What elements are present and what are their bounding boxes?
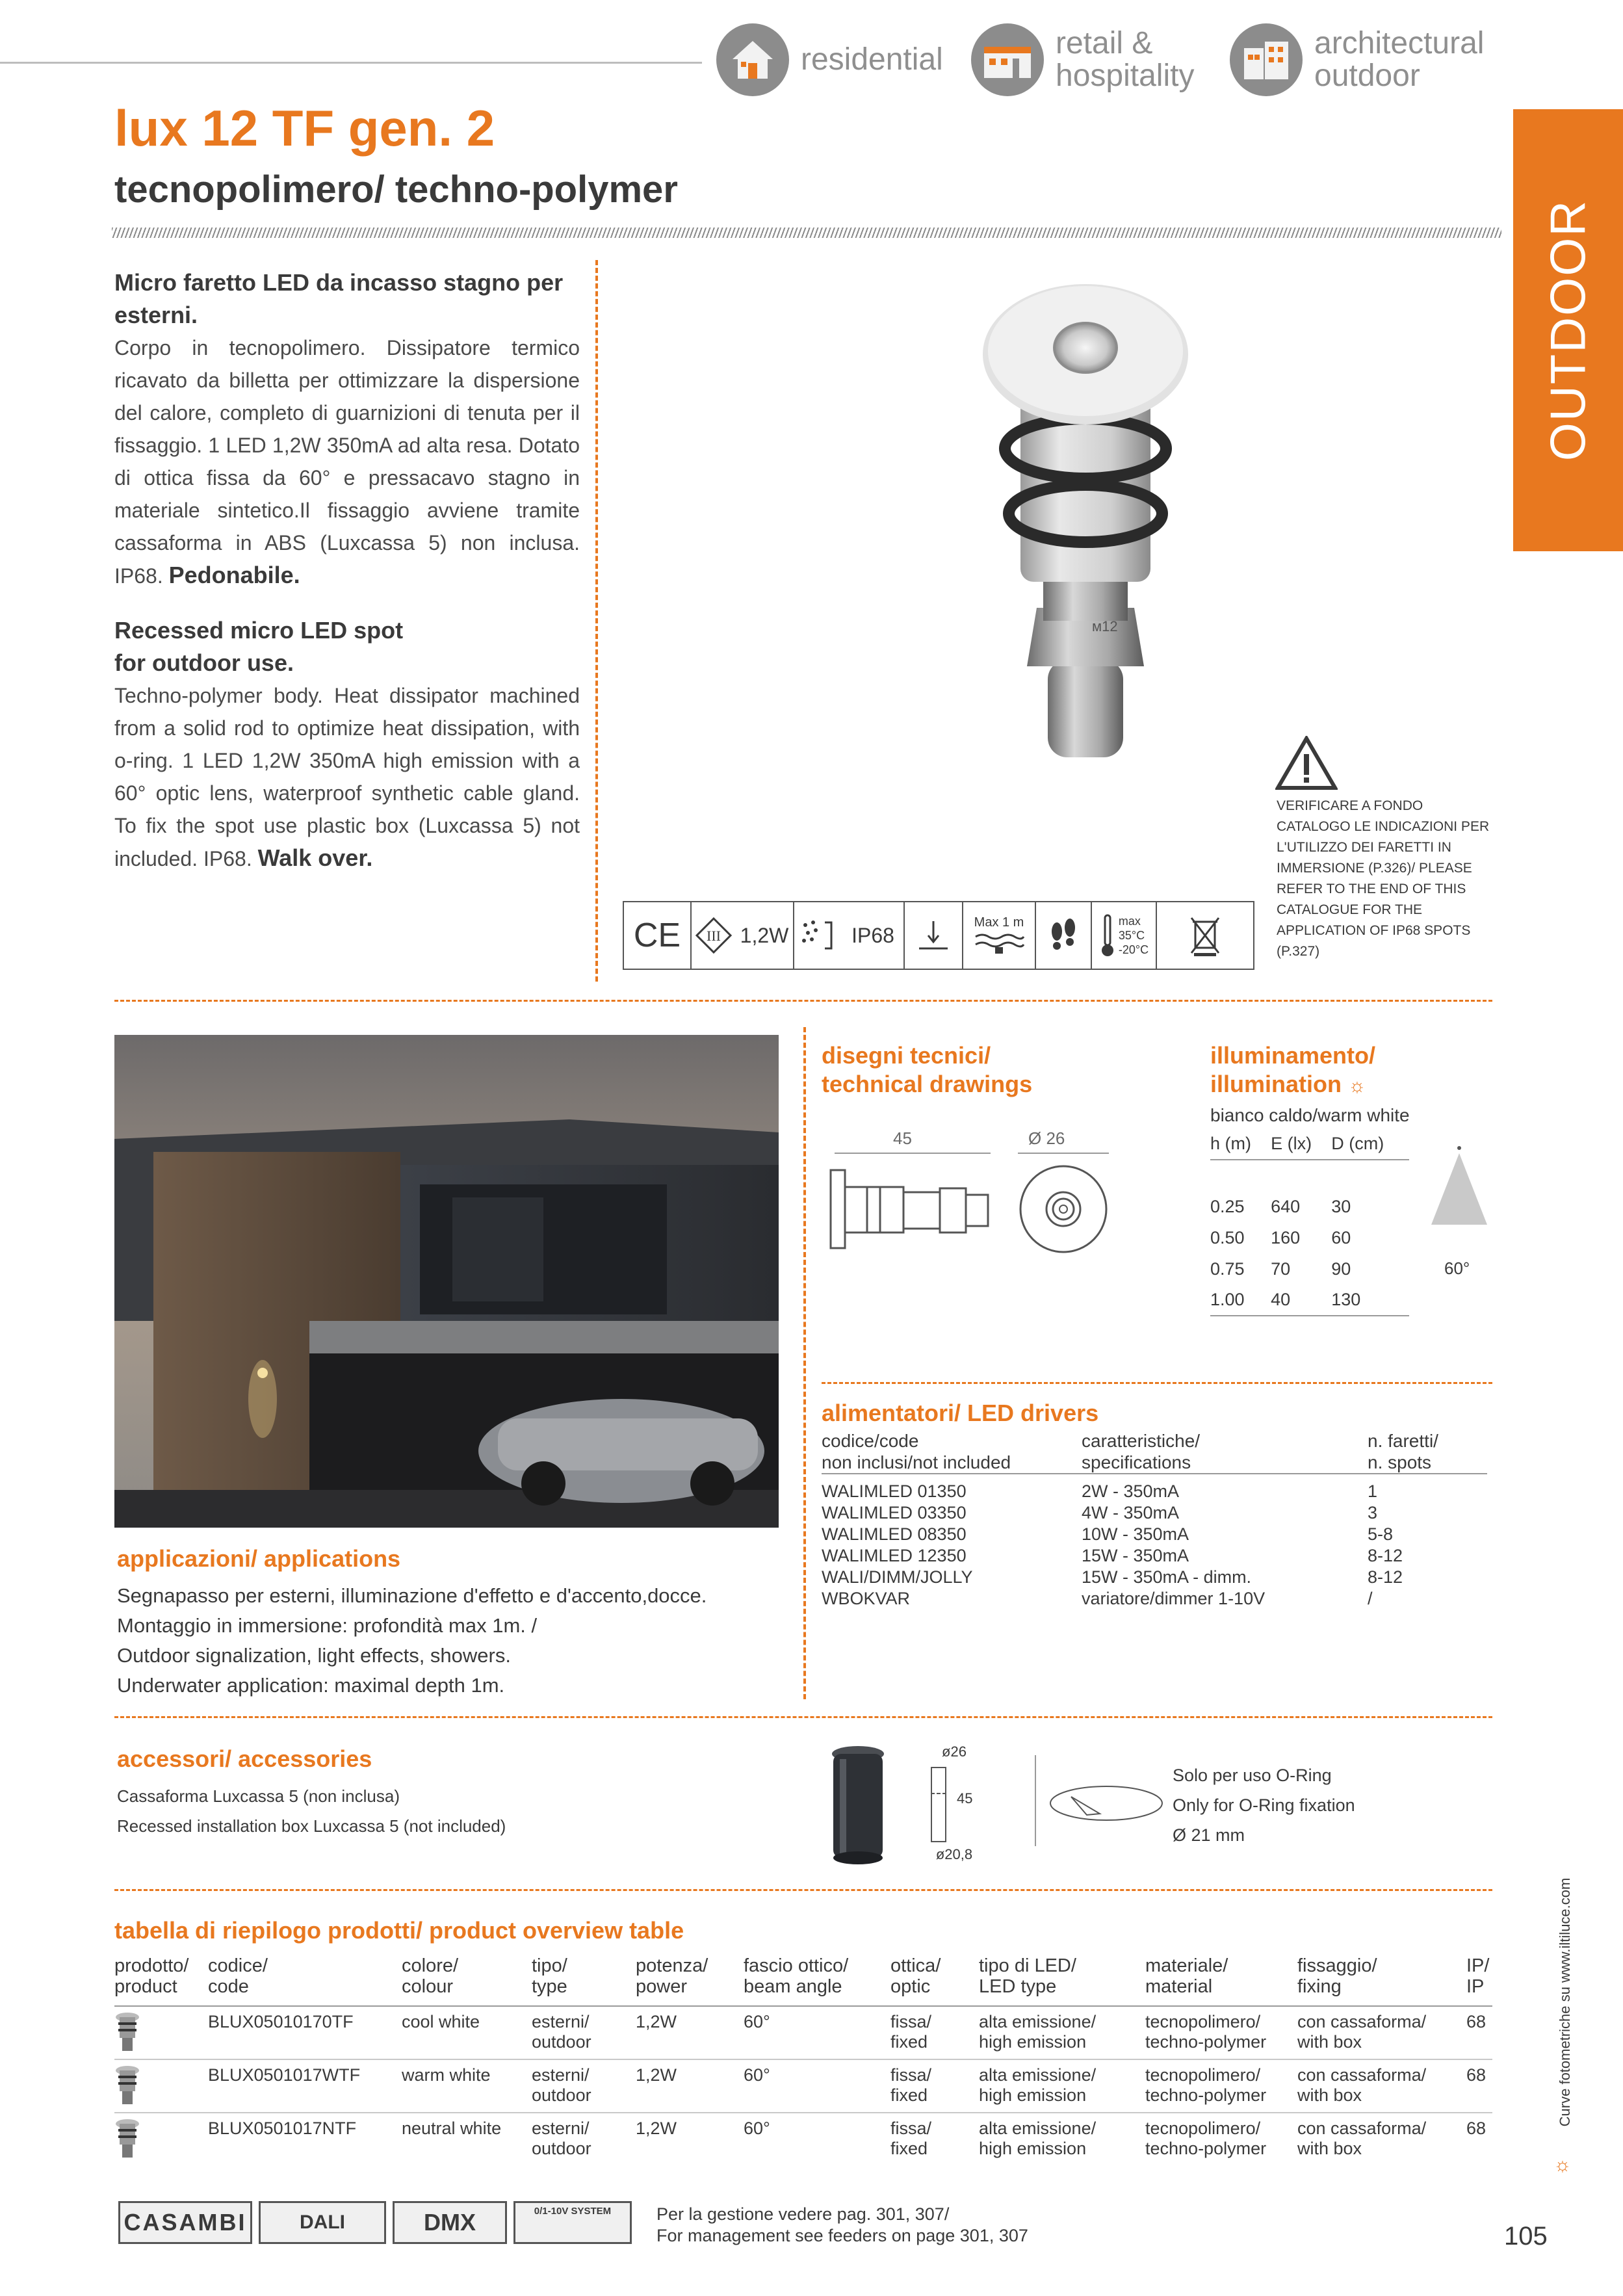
temperature-icon: max 35°C -20°C <box>1092 902 1157 969</box>
product-image <box>897 270 1261 777</box>
immersion-warning: VERIFICARE A FONDO CATALOGO LE INDICAZIONI PER L'UTILIZZO DEI FARETTI IN IMMERSIONE (P.326)/ PLEASE REFER TO THE END OF THIS CATALOGUE FOR THE APPLICATION OF IP68 SPOTS (P.327) <box>1277 798 1490 959</box>
oring-text: Solo per uso O-Ring Only for O-Ring fixation Ø 21 mm <box>1173 1766 1355 1845</box>
desc-en-emph: Walk over. <box>257 844 373 871</box>
sun-small-icon: ☼ <box>1553 2154 1572 2176</box>
table-row: WALIMLED 03350 4W - 350mA 3 <box>822 1503 1378 1522</box>
application-photo <box>114 1035 779 1528</box>
warning-icon <box>1275 736 1338 794</box>
hatched-divider <box>112 228 1501 238</box>
product-subtitle: tecnopolimero/ techno-polymer <box>114 168 678 211</box>
category-residential: residential <box>716 23 943 96</box>
dashed-divider-drivers <box>822 1382 1492 1384</box>
oring-image <box>1048 1777 1165 1833</box>
table-row: WALI/DIMM/JOLLY 15W - 350mA - dimm. 8-12 <box>822 1567 1403 1587</box>
applications-text: Segnapasso per esterni, illuminazione d'effetto e d'accento,docce. Montaggio in immersione: profondità max 1m. / Outdoor signalization, light effects, showers. Underwater application: maximal depth 1m. <box>117 1584 707 1697</box>
desc-en-heading-1: Recessed micro LED spot <box>114 617 404 644</box>
walk-over-icon <box>1036 902 1092 969</box>
desc-it-body: Corpo in tecnopolimero. Dissipatore termico ricavato da billetta per ottimizzare la dispersione del calore, completo di guarnizioni di tenuta per il fissaggio. 1 LED 1,2W 350mA ad alta resa. Dotato di ottica fissa da 60° e pressacavo stagno in materiale sintetico.Il fissaggio avviene tramite cassaforma in ABS (Luxcassa 5) non inclusa. IP68. <box>114 336 580 588</box>
header-rule <box>0 62 702 64</box>
table-row: WALIMLED 08350 10W - 350mA 5-8 <box>822 1524 1394 1544</box>
product-title: lux 12 TF gen. 2 <box>114 99 495 157</box>
table-row: BLUX05010170TF cool white esterni/ outdoor 1,2W 60° fissa/ fixed alta emissione/ high emission tecnopolimero/ techno-polymer con cassaforma/ with box 68 <box>114 2006 1492 2059</box>
drivers-title: alimentatori/ LED drivers <box>822 1400 1099 1426</box>
svg-text:ᴍ12: ᴍ12 <box>1092 618 1118 634</box>
table-row: WBOKVAR variatore/dimmer 1-10V / <box>822 1589 1373 1608</box>
applications-title: applicazioni/ applications <box>117 1545 401 1572</box>
drivers-header: codice/code non inclusi/not included caratteristiche/ specifications n. faretti/ n. spots <box>822 1430 1487 1474</box>
shop-icon <box>971 23 1044 96</box>
product-thumbnail-icon <box>114 2119 140 2159</box>
overview-title: tabella di riepilogo prodotti/ product overview table <box>114 1917 684 1944</box>
analog-logo: 0/1-10V SYSTEM <box>513 2201 632 2244</box>
category-retail: retail & hospitality <box>971 23 1194 96</box>
dashed-divider-accessories <box>114 1716 1492 1718</box>
desc-en-body: Techno-polymer body. Heat dissipator machined from a solid rod to optimize heat dissipation, with o-ring. 1 LED 1,2W 350mA high emission with a 60° optic lens, waterproof synthetic cable gland. To fix the spot use plastic box (Luxcassa 5) not included. IP68. <box>114 684 580 870</box>
accessories-text: Cassaforma Luxcassa 5 (non inclusa) Recessed installation box Luxcassa 5 (not included) <box>117 1786 506 1836</box>
dust-icon <box>794 902 842 969</box>
beam-angle-label: 60° <box>1444 1259 1470 1278</box>
accessory-separator <box>1035 1755 1036 1846</box>
luxcassa-drawing: ø26 45 ø20,8 <box>922 1743 987 1863</box>
luxcassa-image <box>825 1743 890 1870</box>
dmx-logo: DMX <box>393 2201 507 2244</box>
building-icon <box>1230 23 1303 96</box>
table-row: WALIMLED 12350 15W - 350mA 8-12 <box>822 1546 1403 1565</box>
sun-icon: ☼ <box>1348 1075 1366 1097</box>
category-architectural: architectural outdoor <box>1230 23 1484 96</box>
svg-text:Ø 26: Ø 26 <box>1028 1128 1065 1148</box>
dashed-divider-vertical-middle <box>803 1027 806 1699</box>
table-row: WALIMLED 01350 2W - 350mA 1 <box>822 1481 1378 1501</box>
dashed-divider-vertical <box>595 260 598 982</box>
product-thumbnail-icon <box>114 2065 140 2106</box>
table-row: BLUX0501017WTF warm white esterni/ outdoor 1,2W 60° fissa/ fixed alta emissione/ high emission tecnopolimero/ techno-polymer con cassaforma/ with box 68 <box>114 2059 1492 2113</box>
photometric-note: Curve fotometriche su www.iltiluce.com <box>1557 1877 1573 2127</box>
desc-it-emph: Pedonabile. <box>168 562 300 588</box>
max-depth-icon: Max 1 m <box>963 902 1036 969</box>
management-note: Per la gestione vedere pag. 301, 307/ For management see feeders on page 301, 307 <box>656 2204 1028 2245</box>
drawings-title: disegni tecnici/ technical drawings <box>822 1042 1033 1097</box>
illumination-table: h (m) E (lx) D (cm) 0.25 640 30 0.50 160 60 0.75 70 90 1.00 40 130 <box>1210 1128 1409 1316</box>
overview-table: prodotto/ product codice/ code colore/ colour tipo/ type potenza/ power fascio ottico/ beam angle ottica/ optic tipo di LED/ LED type materiale/ material fissaggio/ fixing IP/ IP BLUX05010170TF cool white esterni/ outdoor 1,2W 60° fissa/ fixed alta emissione/ high emission tecnopolimero/ techno-polymer con cassaforma/ with box 68 BLUX0501017WTF warm white esterni/ outdoor 1,2W 60° fissa/ fixed alta emissione/ high emission tecnopolimero/ techno-polymer con cassaforma/ with box 68 BLUX0501017NTF neutral white esterni/ outdoor 1,2W 60° fissa/ fixed alta emissione/ high emission tecnopolimero/ techno-polymer con cassaforma/ with box 68 <box>114 1955 1492 2166</box>
dashed-divider-horizontal <box>114 1000 1492 1002</box>
table-row: BLUX0501017NTF neutral white esterni/ outdoor 1,2W 60° fissa/ fixed alta emissione/ high emission tecnopolimero/ techno-polymer con cassaforma/ with box 68 <box>114 2113 1492 2166</box>
technical-drawing-front <box>1005 1125 1122 1271</box>
house-icon <box>716 23 789 96</box>
dashed-divider-overview <box>114 1889 1492 1891</box>
illumination-title: illuminamento/ illumination ☼ <box>1210 1042 1376 1097</box>
ip-rating: IP68 <box>842 902 905 969</box>
dali-logo: DALI <box>259 2201 386 2244</box>
outdoor-side-tab: OUTDOOR <box>1513 109 1623 551</box>
control-logos <box>118 2201 632 2244</box>
flame-surface-icon <box>905 902 963 969</box>
illumination-subtitle: bianco caldo/warm white <box>1210 1105 1410 1125</box>
svg-text:III: III <box>707 928 721 944</box>
drivers-table <box>822 1481 1487 1610</box>
casambi-logo: CASAMBI <box>118 2201 252 2244</box>
power-rating: 1,2W <box>736 902 794 969</box>
svg-text:45: 45 <box>893 1128 912 1148</box>
certification-icons <box>623 901 1254 970</box>
accessories-title: accessori/ accessories <box>117 1745 372 1772</box>
desc-en-heading-2: for outdoor use. <box>114 649 294 676</box>
desc-it-heading: Micro faretto LED da incasso stagno per esterni. <box>114 269 564 328</box>
beam-cone-icon <box>1423 1144 1495 1232</box>
ce-mark-icon: CE <box>624 902 692 969</box>
weee-bin-icon <box>1157 902 1253 969</box>
page-number: 105 <box>1504 2222 1548 2250</box>
product-thumbnail-icon <box>114 2012 140 2052</box>
class-iii-icon <box>692 902 736 969</box>
product-description <box>114 267 580 875</box>
